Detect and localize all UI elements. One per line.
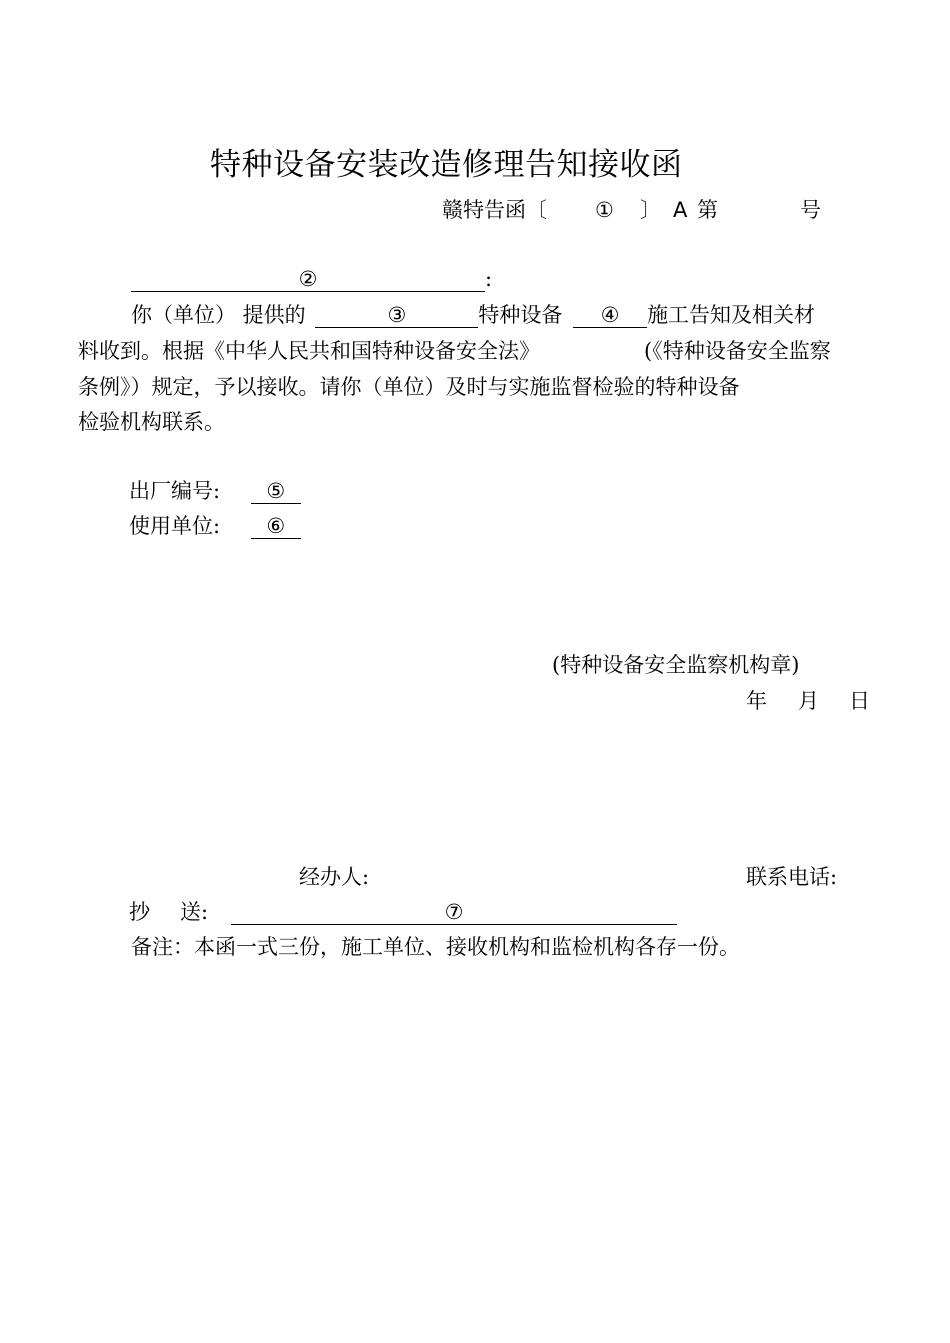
seal-text: (特种设备安全监察机构章) [552, 653, 800, 677]
serial-blank: ⑤ [251, 481, 301, 504]
body-l2-a: 料收到。根据《中华人民共和国特种设备安全法》 [78, 339, 540, 363]
date-year: 年 [746, 689, 767, 713]
addressee-blank: ② [131, 269, 485, 292]
phone-label: 联系电话: [746, 865, 838, 889]
ref-di: 第 [697, 198, 718, 222]
body-l1-b: 特种设备 [478, 303, 563, 327]
ref-letter: A [673, 198, 688, 222]
note-text: 备注：本函一式三份，施工单位、接收机构和监检机构各存一份。 [131, 935, 740, 959]
body-l1-c: 施工告知及相关材 [647, 303, 816, 327]
date-month: 月 [798, 689, 819, 713]
cc-label-1: 抄 [129, 900, 150, 924]
ref-mark-1: ① [595, 198, 614, 222]
body-l1-a: 你（单位） 提供的 [131, 303, 306, 327]
user-blank: ⑥ [251, 516, 301, 539]
ref-bracket-close: 〕 [640, 198, 661, 222]
ref-prefix: 赣特告函〔 [442, 198, 547, 222]
device-name-blank: ③ [315, 305, 478, 328]
serial-field [129, 481, 301, 504]
construction-type-blank: ④ [573, 305, 647, 328]
cc-label-2: 送: [180, 900, 209, 924]
ref-hao: 号 [800, 198, 821, 222]
body-l3: 条例》）规定，予以接收。请你（单位）及时与实施监督检验的特种设备 [78, 375, 740, 399]
user-label: 使用单位: [129, 514, 221, 538]
body-l4: 检验机构联系。 [78, 410, 225, 434]
serial-label: 出厂编号: [129, 479, 221, 503]
date-day: 日 [849, 689, 870, 713]
addressee-line [131, 269, 492, 292]
document-title: 特种设备安装改造修理告知接收函 [210, 147, 683, 183]
body-l2-b: (《特种设备安全监察 [644, 339, 831, 363]
user-field [129, 516, 301, 539]
body-line-1 [131, 305, 815, 328]
addressee-colon: : [485, 267, 493, 291]
cc-line [231, 902, 677, 925]
cc-blank: ⑦ [231, 902, 677, 925]
handler-label: 经办人: [299, 865, 370, 889]
